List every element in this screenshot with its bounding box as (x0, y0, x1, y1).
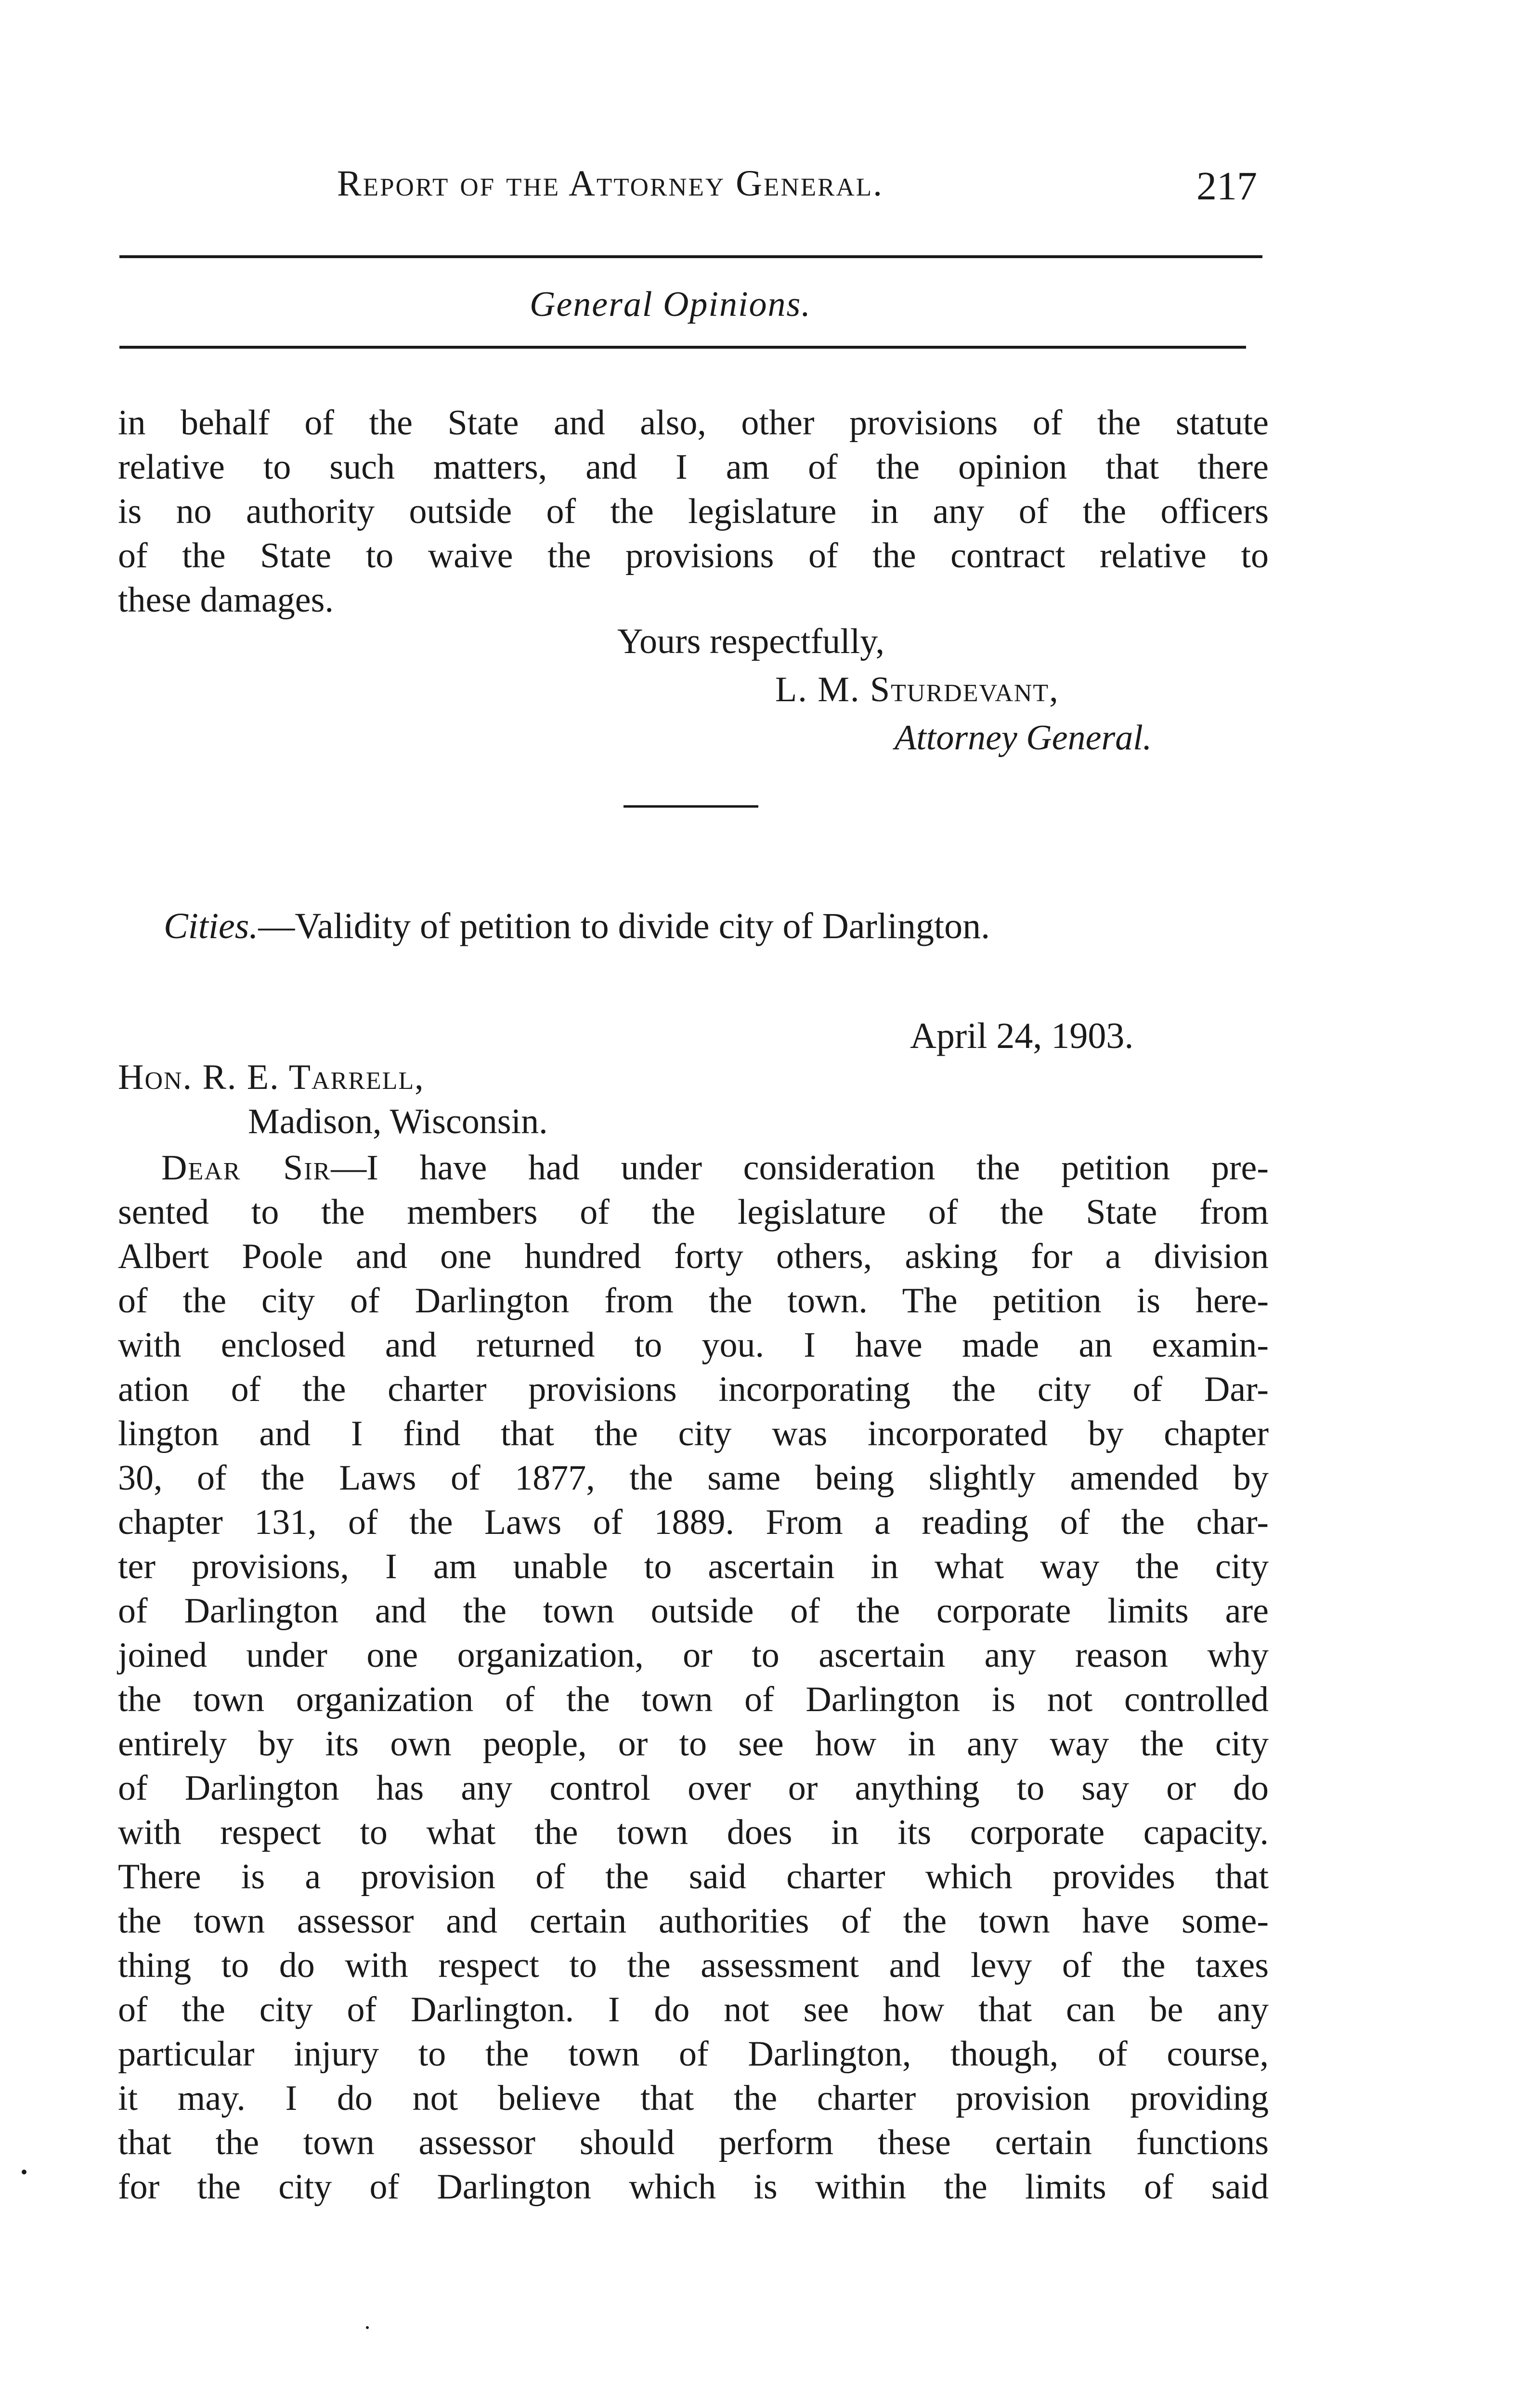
body-line: the town organization of the town of Darlington is not controlled (118, 1680, 1269, 1719)
section-heading: General Opinions. (530, 285, 811, 324)
body-line: with enclosed and returned to you. I have made an examin- (118, 1325, 1269, 1365)
page-number: 217 (1196, 164, 1257, 209)
body-line: relative to such matters, and I am of the opinion that there (118, 447, 1269, 487)
body-line: with respect to what the town does in its corporate capacity. (118, 1813, 1269, 1852)
body-line: is no authority outside of the legislature in any of the officers (118, 492, 1269, 531)
body-line: thing to do with respect to the assessment and levy of the taxes (118, 1946, 1269, 1985)
signature-title: Attorney General. (895, 718, 1152, 758)
body-line: particular injury to the town of Darlington, though, of course, (118, 2034, 1269, 2074)
body-line: for the city of Darlington which is within the limits of said (118, 2167, 1269, 2207)
subject-description: —Validity of petition to divide city of Darlington. (258, 906, 990, 946)
body-line: ter provisions, I am unable to ascertain in what way the city (118, 1547, 1269, 1586)
addressee-name: Hon. R. E. Tarrell, (118, 1058, 425, 1097)
body-line: the town assessor and certain authorities of the town have some- (118, 1901, 1269, 1941)
body-line: in behalf of the State and also, other provisions of the statute (118, 403, 1269, 443)
opinion-subject (164, 905, 990, 947)
complimentary-close: Yours respectfully, (617, 622, 884, 661)
header-rule-top (119, 255, 1262, 258)
print-speck (366, 2326, 369, 2329)
body-line: of the city of Darlington. I do not see how that can be any (118, 1990, 1269, 2029)
subject-topic: Cities. (164, 906, 259, 946)
body-line: entirely by its own people, or to see how in any way the city (118, 1724, 1269, 1764)
body-line: There is a provision of the said charter which provides that (118, 1857, 1269, 1897)
body-line: of the city of Darlington from the town. The petition is here- (118, 1281, 1269, 1321)
body-line: that the town assessor should perform these certain functions (118, 2123, 1269, 2162)
body-line: sented to the members of the legislature of the State from (118, 1192, 1269, 1232)
body-line: of Darlington and the town outside of the corporate limits are (118, 1591, 1269, 1631)
running-head-title: Report of the Attorney General. (337, 163, 884, 204)
body-line: chapter 131, of the Laws of 1889. From a reading of the char- (118, 1503, 1269, 1542)
body-line: ation of the charter provisions incorporating the city of Dar- (118, 1370, 1269, 1409)
salutation: Dear Sir (161, 1148, 331, 1188)
signature-name: L. M. Sturdevant, (775, 670, 1059, 709)
body-text: —I have had under consideration the petition pre- (331, 1148, 1269, 1188)
body-line: 30, of the Laws of 1877, the same being slightly amended by (118, 1458, 1269, 1498)
body-line: of Darlington has any control over or anything to say or do (118, 1768, 1269, 1808)
addressee-place: Madison, Wisconsin. (248, 1102, 548, 1141)
opinion-date: April 24, 1903. (910, 1016, 1134, 1056)
print-speck (22, 2170, 26, 2174)
separator-rule (624, 805, 758, 808)
header-rule-bottom (119, 346, 1246, 349)
body-line: joined under one organization, or to ascertain any reason why (118, 1636, 1269, 1675)
salutation-line (118, 1146, 1269, 1190)
body-line: of the State to waive the provisions of the contract relative to (118, 536, 1269, 576)
body-line: lington and I find that the city was incorporated by chapter (118, 1414, 1269, 1453)
body-line: it may. I do not believe that the charter provision providing (118, 2079, 1269, 2118)
body-line: Albert Poole and one hundred forty others, asking for a division (118, 1237, 1269, 1276)
body-line: these damages. (118, 580, 334, 620)
